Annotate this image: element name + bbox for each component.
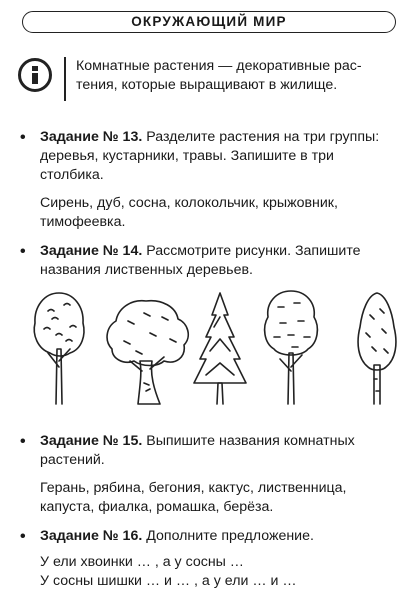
section-header [22,11,396,33]
tree-3-image [194,293,246,404]
task-words: Герань, рябина, бегония, кактус, лиственница, капуста, фиалка, ромашка, берёза. [40,480,347,515]
tree-1-image [34,293,84,404]
task-14 [20,242,400,280]
section-title: ОКРУЖАЮЩИЙ МИР [131,14,287,29]
tree-5-image [358,293,396,404]
task-text: Разделите растения на три группы: деревья, кустарники, травы. Запишите в три столбика. [40,129,380,183]
info-note [76,57,408,95]
tree-2-image [107,301,188,404]
task-words: Сирень, дуб, сосна, колокольчик, крыжовник, тимофеевка. [40,195,338,230]
task-text: Рассмотрите рисунки. Запишите названия лиственных деревьев. [40,243,361,278]
tree-4-image [265,291,318,404]
sentence-line-1: У ели хвоинки … , а у сосны … [40,554,244,570]
task-title: Задание № 15. [40,433,143,449]
sentence-line-2: У сосны шишки … и … , а у ели … и … [40,573,297,589]
tree-illustrations [30,287,402,405]
info-icon [18,58,52,92]
task-16 [20,527,400,591]
info-line-2: тения, которые выращивают в жилище. [76,77,338,93]
bullet: • [20,433,26,450]
task-title: Задание № 14. [40,243,143,259]
task-title: Задание № 16. [40,528,143,544]
info-divider [64,57,66,101]
task-title: Задание № 13. [40,129,143,145]
bullet: • [20,129,26,146]
bullet: • [20,528,26,545]
bullet: • [20,243,26,260]
task-13 [20,128,400,232]
task-15 [20,432,400,517]
info-line-1: Комнатные растения — декоративные рас- [76,58,362,74]
task-text: Дополните предложение. [146,528,314,544]
task-text: Выпишите названия комнатных растений. [40,433,355,468]
